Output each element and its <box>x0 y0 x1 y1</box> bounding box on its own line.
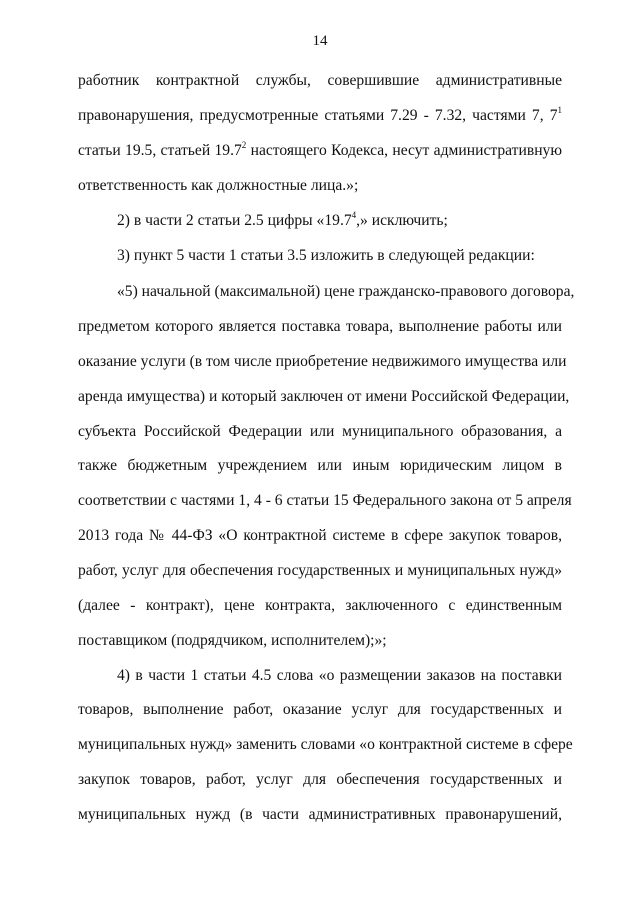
text-line-part: ,» исключить; <box>356 212 448 229</box>
text-line: муниципальных нужд (в части административных правонарушений, <box>78 806 562 823</box>
text-line-part: правонарушения, предусмотренные статьями 7.29 - 7.32, частями 7, 7 <box>78 107 558 124</box>
text-line <box>78 141 562 161</box>
text-line: ответственность как должностные лица.»; <box>78 177 359 194</box>
text-line-part: статьи 19.5, статьей 19.7 <box>78 142 242 159</box>
text-line: (далее - контракт), цене контракта, заключенного с единственным <box>78 597 562 614</box>
superscript: 4 <box>351 210 357 220</box>
text-line: 3) пункт 5 части 1 статьи 3.5 изложить в следующей редакции: <box>117 247 535 264</box>
text-line: также бюджетным учреждением или иным юридическим лицом в <box>78 457 562 474</box>
text-line <box>78 106 562 126</box>
text-line: 2013 года № 44-ФЗ «О контрактной системе в сфере закупок товаров, <box>78 527 562 544</box>
text-line: муниципальных нужд» заменить словами «о контрактной системе в сфере <box>78 736 573 753</box>
text-line: соответствии с частями 1, 4 - 6 статьи 15 Федерального закона от 5 апреля <box>78 492 572 509</box>
text-line: работ, услуг для обеспечения государственных и муниципальных нужд» <box>78 562 562 579</box>
text-line: товаров, выполнение работ, оказание услуг для государственных и <box>78 701 562 718</box>
text-line-part: 2) в части 2 статьи 2.5 цифры «19.7 <box>117 212 352 229</box>
text-line: субъекта Российской Федерации или муниципального образования, а <box>78 423 562 440</box>
text-line: закупок товаров, работ, услуг для обеспечения государственных и <box>78 771 562 788</box>
page-number: 14 <box>312 33 328 49</box>
text-line: аренда имущества) и который заключен от имени Российской Федерации, <box>78 388 570 405</box>
text-line: работник контрактной службы, совершившие административные <box>78 72 562 89</box>
superscript: 1 <box>557 105 562 115</box>
text-line: поставщиком (подрядчиком, исполнителем);»; <box>78 632 387 649</box>
text-line <box>117 211 562 231</box>
text-line: оказание услуги (в том числе приобретение недвижимого имущества или <box>78 353 567 370</box>
text-line: «5) начальной (максимальной) цене гражданско-правового договора, <box>117 283 575 300</box>
text-line: предметом которого является поставка товара, выполнение работы или <box>78 318 562 335</box>
text-line: 4) в части 1 статьи 4.5 слова «о размещении заказов на поставки <box>117 667 562 684</box>
superscript: 2 <box>241 140 247 150</box>
text-line-part: настоящего Кодекса, несут административную <box>250 142 562 159</box>
